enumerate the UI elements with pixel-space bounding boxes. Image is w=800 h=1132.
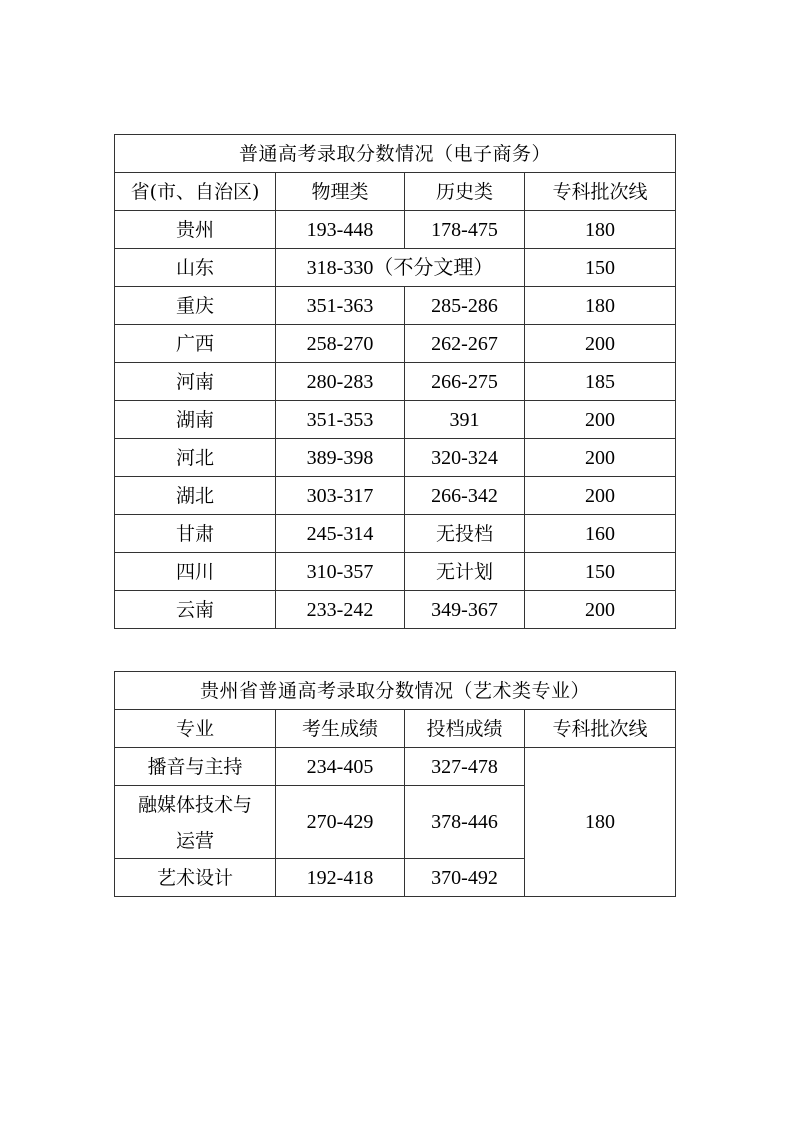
- header-filing-score: 投档成绩: [405, 710, 525, 748]
- physics-score-cell: 310-357: [276, 553, 405, 591]
- table-row: [115, 515, 676, 553]
- batch-line-cell: 180: [525, 748, 676, 897]
- table-title-row: [115, 672, 676, 710]
- table-header-row: [115, 710, 676, 748]
- candidate-score-cell: 234-405: [276, 748, 405, 786]
- batch-line-cell: 185: [525, 363, 676, 401]
- history-score-cell: 349-367: [405, 591, 525, 629]
- history-score-cell: 无计划: [405, 553, 525, 591]
- batch-line-cell: 200: [525, 591, 676, 629]
- merged-score-cell: 318-330（不分文理）: [276, 249, 525, 287]
- batch-line-cell: 200: [525, 401, 676, 439]
- table-row: [115, 591, 676, 629]
- physics-score-cell: 303-317: [276, 477, 405, 515]
- table-row: [115, 287, 676, 325]
- major-cell: 艺术设计: [115, 859, 276, 897]
- physics-score-cell: 389-398: [276, 439, 405, 477]
- table-row: [115, 553, 676, 591]
- batch-line-cell: 150: [525, 249, 676, 287]
- region-cell: 云南: [115, 591, 276, 629]
- table-row: [115, 211, 676, 249]
- table-header-row: [115, 173, 676, 211]
- region-cell: 四川: [115, 553, 276, 591]
- history-score-cell: 无投档: [405, 515, 525, 553]
- candidate-score-cell: 192-418: [276, 859, 405, 897]
- candidate-score-cell: 270-429: [276, 786, 405, 859]
- table-row: [115, 325, 676, 363]
- batch-line-cell: 150: [525, 553, 676, 591]
- physics-score-cell: 351-353: [276, 401, 405, 439]
- table-row: [115, 249, 676, 287]
- region-cell: 甘肃: [115, 515, 276, 553]
- admission-score-table-art: [114, 671, 676, 897]
- filing-score-cell: 327-478: [405, 748, 525, 786]
- region-cell: 河北: [115, 439, 276, 477]
- table-row: [115, 439, 676, 477]
- filing-score-cell: 370-492: [405, 859, 525, 897]
- history-score-cell: 266-275: [405, 363, 525, 401]
- history-score-cell: 262-267: [405, 325, 525, 363]
- physics-score-cell: 245-314: [276, 515, 405, 553]
- major-cell: 播音与主持: [115, 748, 276, 786]
- region-cell: 贵州: [115, 211, 276, 249]
- table-row: [115, 401, 676, 439]
- header-batch-line: 专科批次线: [525, 173, 676, 211]
- region-cell: 山东: [115, 249, 276, 287]
- physics-score-cell: 351-363: [276, 287, 405, 325]
- batch-line-cell: 160: [525, 515, 676, 553]
- header-candidate-score: 考生成绩: [276, 710, 405, 748]
- header-batch-line: 专科批次线: [525, 710, 676, 748]
- header-physics: 物理类: [276, 173, 405, 211]
- history-score-cell: 266-342: [405, 477, 525, 515]
- history-score-cell: 178-475: [405, 211, 525, 249]
- physics-score-cell: 193-448: [276, 211, 405, 249]
- header-region: 省(市、自治区): [115, 173, 276, 211]
- region-cell: 河南: [115, 363, 276, 401]
- header-history: 历史类: [405, 173, 525, 211]
- major-cell: [115, 786, 276, 859]
- filing-score-cell: 378-446: [405, 786, 525, 859]
- table-title: 普通高考录取分数情况（电子商务）: [115, 135, 676, 173]
- table-row: [115, 477, 676, 515]
- physics-score-cell: 280-283: [276, 363, 405, 401]
- region-cell: 湖北: [115, 477, 276, 515]
- history-score-cell: 391: [405, 401, 525, 439]
- batch-line-cell: 180: [525, 211, 676, 249]
- table-row: [115, 748, 676, 786]
- region-cell: 重庆: [115, 287, 276, 325]
- batch-line-cell: 200: [525, 439, 676, 477]
- table-title-row: [115, 135, 676, 173]
- table-title: 贵州省普通高考录取分数情况（艺术类专业）: [115, 672, 676, 710]
- history-score-cell: 285-286: [405, 287, 525, 325]
- major-line: 运营: [175, 830, 214, 852]
- batch-line-cell: 180: [525, 287, 676, 325]
- region-cell: 湖南: [115, 401, 276, 439]
- table-row: [115, 363, 676, 401]
- admission-score-table-ecommerce: [114, 134, 676, 629]
- batch-line-cell: 200: [525, 477, 676, 515]
- batch-line-cell: 200: [525, 325, 676, 363]
- region-cell: 广西: [115, 325, 276, 363]
- major-line: 融媒体技术与: [137, 794, 252, 816]
- header-major: 专业: [115, 710, 276, 748]
- physics-score-cell: 233-242: [276, 591, 405, 629]
- physics-score-cell: 258-270: [276, 325, 405, 363]
- history-score-cell: 320-324: [405, 439, 525, 477]
